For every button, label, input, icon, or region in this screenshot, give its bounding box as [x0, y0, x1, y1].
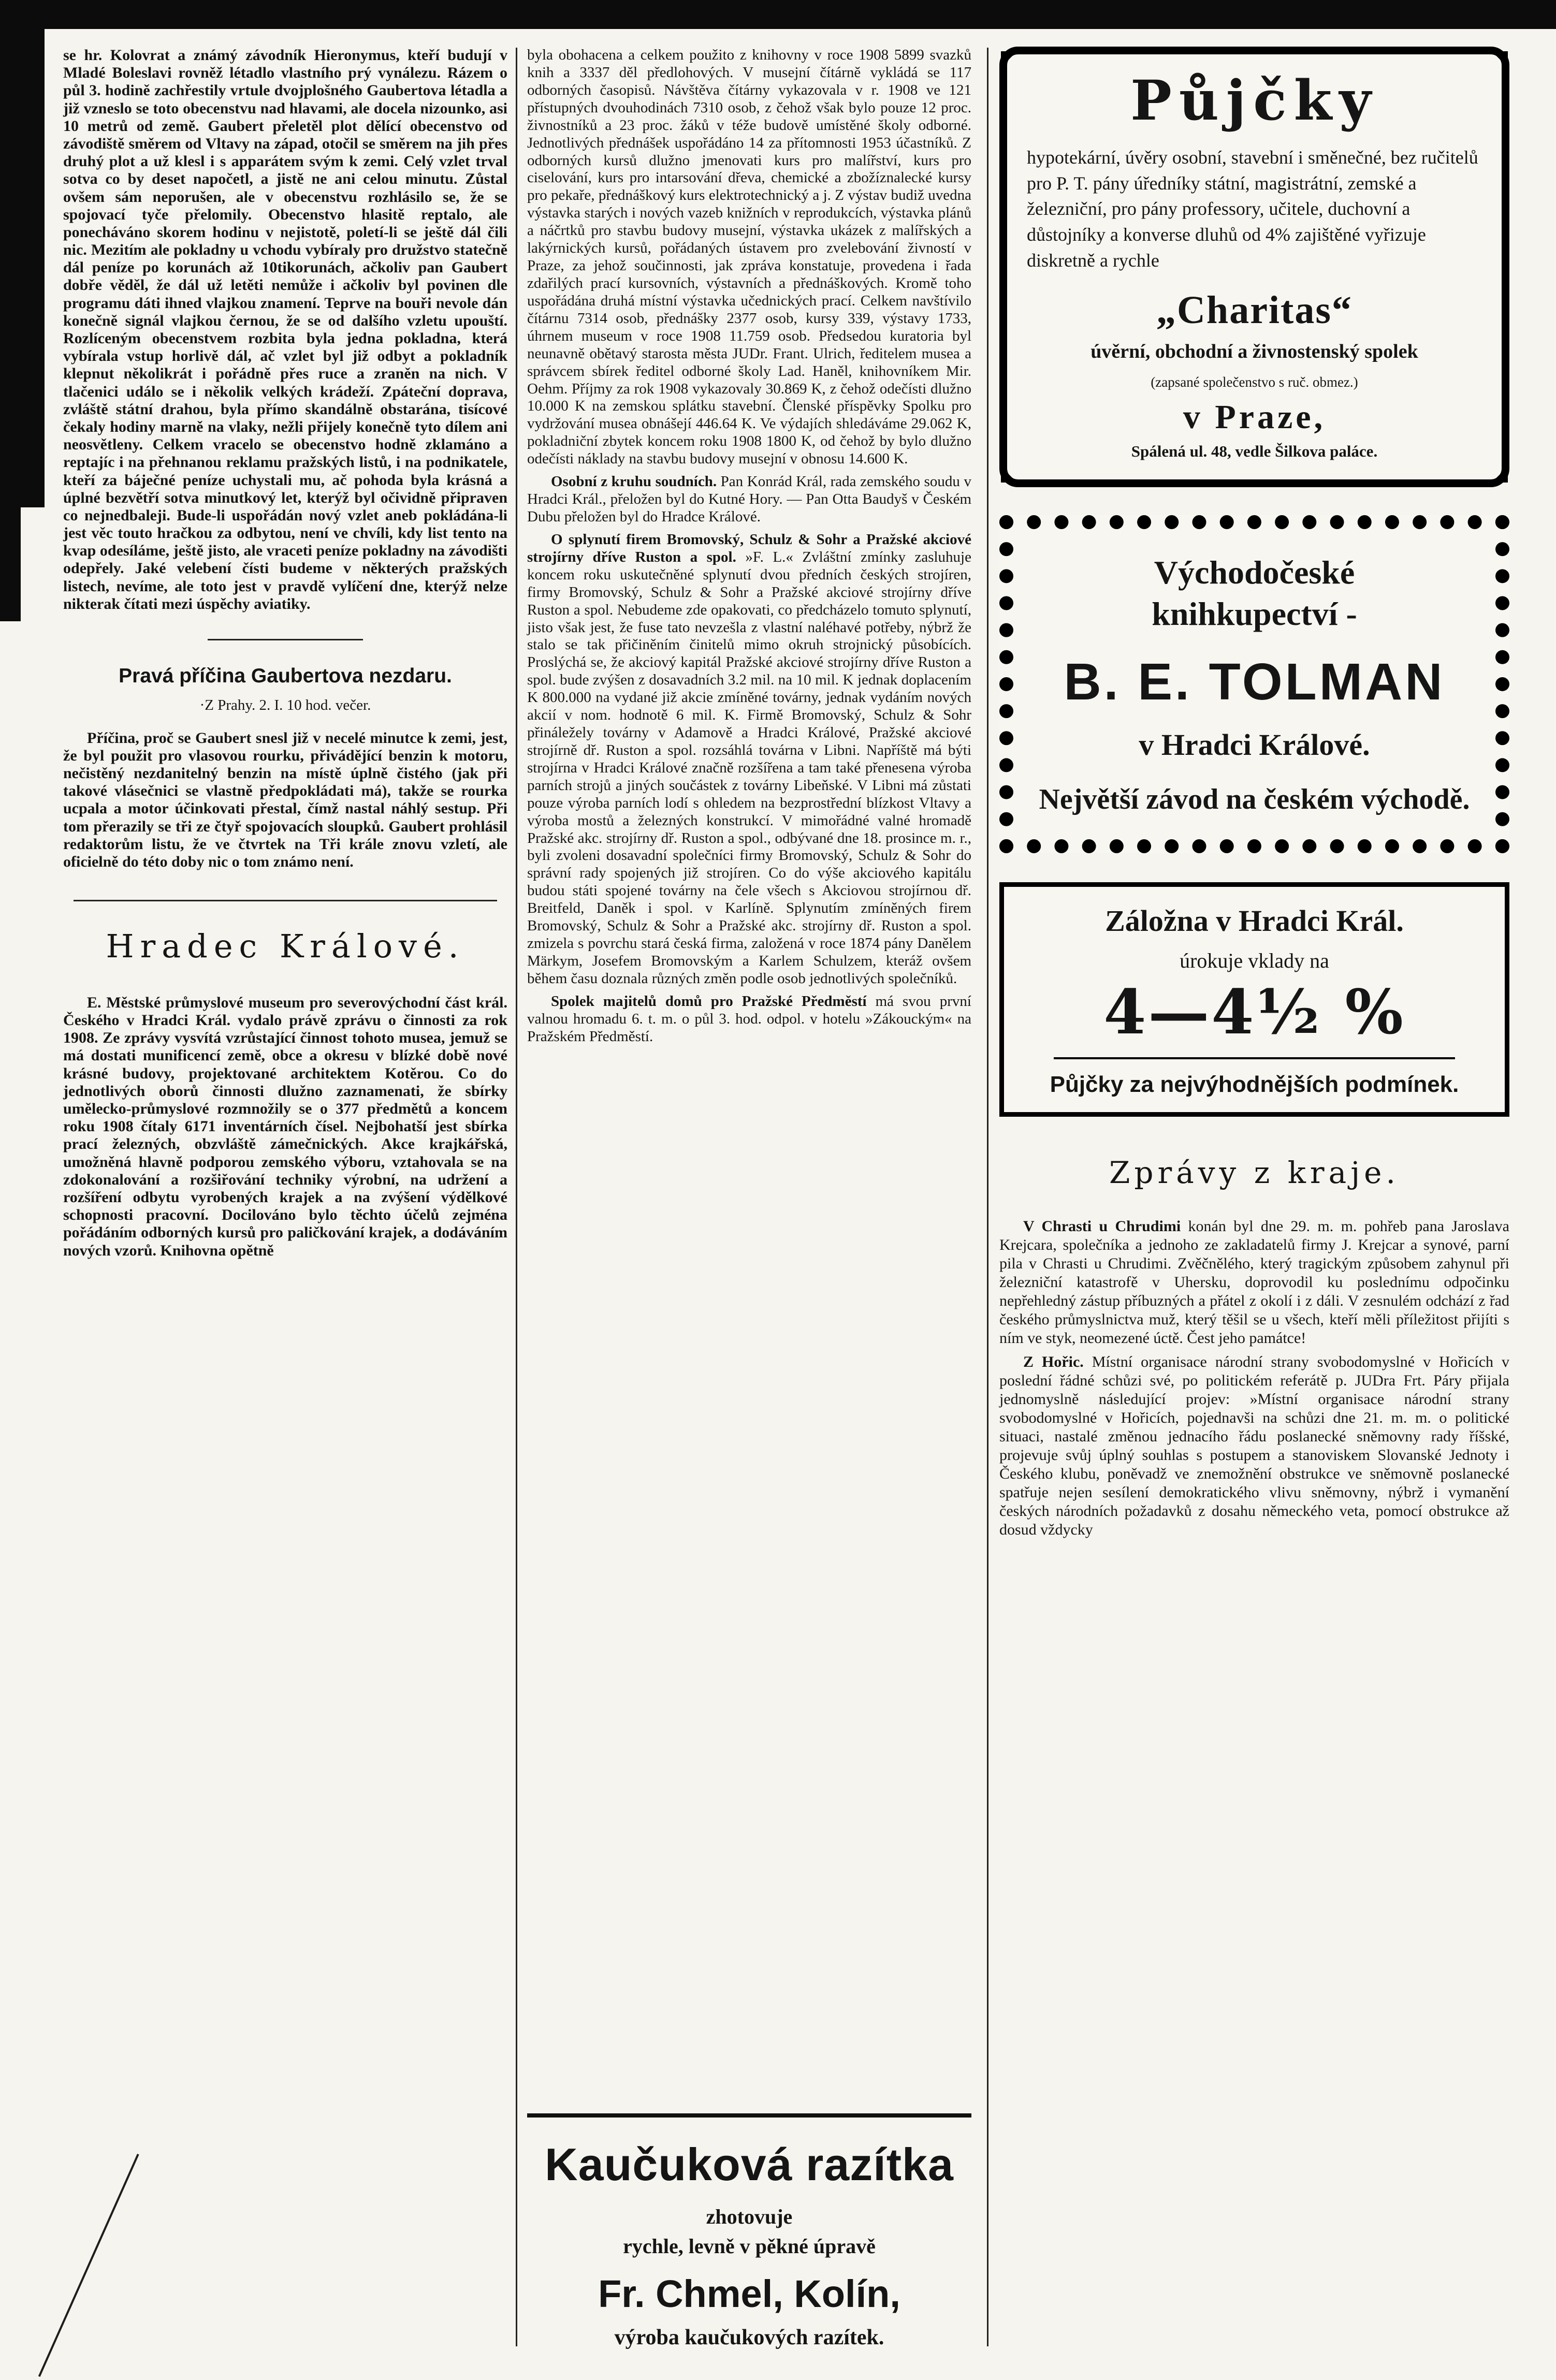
ad-bookshop-slogan: Největší závod na českém východě. [1039, 783, 1470, 815]
article-text: pro severovýchodní část král. Českého v Hradci Král. vydalo právě zprávu o činnosti za rok 1908. Ze zprávy vysvítá vzrůstající činnost tohoto musea, jemuž se má dostati munificencí země, obce a okresu v blízké době nové krásné budovy, projektované architektem Kotěrou. Co do jednotlivých oborů činnosti dlužno zaznamenati, že sbírky umělecko-průmyslové rozmnožily se o 377 předmětů a koncem roku 1908 čítaly 6171 inventárních čísel. Nejbohatší jest sbírka prací železných, obzvláště zámečnických. Akce krajkářská, umožněná hlavně podporou zemského výboru, vztahovala se na zdokonalování a rozšiřování techniky výrobní, na udržení a rozšíření odbytu vyrobených krajek a na zvýšení výdělkové schopnosti pracovní. Docilováno bylo těchto účelů zejména pořádáním odborných kursů pro paličkování krajek, a dodáváním nových vzorů. Knihovna opětně [63, 994, 507, 1259]
ad-loans-title: Půjčky [1130, 68, 1378, 133]
ad-bookshop-place: v Hradci Králové. [1139, 727, 1370, 762]
article-gaubert-flight: se hr. Kolovrat a známý závodník Hieronymus, kteří budují v Mladé Boleslavi rovněž létadlo vlastního prý vynálezu. Rázem o půl 3. hodině zachřestily vrtule dvojplošného Gaubertova létadla a již vzneslo se toto obecenstvu nad hlavami, ale docela nizounko, asi 10 metrů od země. Gaubert přeletěl plot dělící obecenstvo od závodiště směrem od Vltavy na západ, otočil se směrem na jih přes druhý plot a už klesl i s apparátem svým k zemi. Celý vzlet trval sotva co by deset napočetl, a jistě ne ani celou minutu. Zůstal ovšem sám neporušen, ale v obecenstvu rozhlásilo se, že se spojovací tyče přelomily. Obecenstvo hlasitě reptalo, ale ponecháváno skorem hodinu v nejistotě, poletí-li se ještě dál čili nic. Mezitím ale pokladny u vchodu vybíraly pro družstvo statečně dál peníze po korunách až 10tikorunách, ačkoliv pan Gaubert dobře věděl, že dál už letěti nemůže i ačkoliv byl povinen dle programu dáti ihned vlajkou znamení. Teprve na bouři nevole dán konečně signál vlajkou černou, že se od dalšího vzletu upouští. Rozlíceným obecenstvem rozbita byla jedna pokladna, která vybírala vstup horlivě dál, ač vzlet byl již odbyt a pokladník klepnut několikrát i pořádně přes ruce a zraněn na nich. V tlačenici událo se i několik velkých krádeží. Zpáteční doprava, zvláště státní drahou, byla přímo skandálně obstarána, tisícové čekaly hodiny marně na vlaky, nežli přijely konečně tyto dílem ani neosvětleny. Celkem vracelo se obecenstvo hodně zklamáno a reptajíc i na přehnanou reklamu pražských listů, i na podnikatele, kteří za báječné peníze uchystali mu, ač pohoda byla krásná a úplné bezvětří sotva minutkový let, kterýž byl očividně připraven co nejnedbaleji. Bude-li uspořádán nový vzlet aneb pokládána-li jest věc touto hračkou za odbytou, není ve chvíli, kdy list tento na kvap odesíláme, ještě jisto, ale vraceti peníze pokladny na závodišti odepřely. Jaké velebení čísti budeme v některých pražských listech, nevíme, ale toto jest v pravdě vylíčení dne, kterýž nelze nikterak čítati mezi úspěchy aviatiky. [63, 47, 507, 612]
ad-rubber-stamps-line1: zhotovuje [706, 2204, 793, 2228]
article-lead: O splynutí firem Bromovský, Schulz & Sohr a Pražské akciové strojírny dříve Ruston a spol. [527, 531, 971, 565]
ad-savings-bank-footer: Půjčky za nejvýhodnějších podmínek. [1050, 1071, 1459, 1097]
article-museum-report [63, 994, 507, 1260]
article-heading-gaubert-cause: Pravá příčina Gaubertova nezdaru. [119, 665, 452, 687]
ad-loans-body: hypotekární, úvěry osobní, stavební i směnečné, bez ručitelů pro P. T. pány úředníky státní, magistrátní, zemské a železniční, pro pány professory, učitele, duchovní a důstojníky a konverse dluhů od 4% zajištěné vyřizuje diskretně a rychle [1027, 147, 1478, 271]
ad-loans-address: Spálená ul. 48, vedle Šilkova paláce. [1131, 442, 1378, 460]
divider [208, 639, 363, 640]
article-horice-resolution [999, 1353, 1509, 1539]
ad-rubber-stamps-title: Kaučuková razítka [545, 2138, 954, 2190]
article-text: »F. L.« Zvláštní zmínky zasluhuje koncem roku uskutečněné splynutí dvou předních českých strojíren, firmy Bromovský, Schulz & Sohr a Pražské akciové strojírny dříve Ruston a spol. Nebudeme zde opakovati, co předcházelo tomuto splynutí, jisto však jest, že fuse tato nevzešla z vlastní naléhavé potřeby, nýbrž že stalo se tak přičiněním činitelů mimo okruh strojnický působících. Proslýchá se, že akciový kapitál Pražské akciové strojírny dříve Ruston a spol. bude zvýšen z dosavadních 3.2 mil. na 10 mil. K jednak doplacením K 800.000 na vydané již akcie zmíněné továrny, jednak vydáním nových akcií v nom. hodnotě 6 mil. K. Firmě Bromovský, Schulz & Sohr přináležely továrny v Adamově a Hradci Králové, Pražské akciové strojírně dř. Ruston a spol. rozsáhlá továrna v Libni. Napříště má býti strojírna v Hradci Králové značně rozšířena a tam také přenesena výroba parních strojů a jiných součástek z továrny Libeňské. V Libni má zůstati pouze výroba parních lodí s ohledem na bezprostřední blízkost Vltavy a výroba mostů a železných konstrukcí. V mimořádné valné hromadě Pražské akc. strojírny dř. Ruston a spol., odbývané dne 18. prosince m. r., byli zvoleni dosavadní společníci firmy Bromovský, Schulz & Sohr do správní rady spojených již strojíren. Co do výše akciového kapitálu budou státi spojené továrny na čele všech s Akciovou strojírnou dř. Breitfeld, Daněk i spol. v Karlíně. Splynutím zmíněných firem Bromovský, Schulz & Sohr a Pražské akc. strojírny dř. Ruston a spol. zmizela s povrchu stará česká firma, založená v roce 1874 pány Danělem Märkym, Josefem Bromovským a Karlem Schulzem, kteráž ovšem během času doznala různých změn podle osob jednotlivých společníků. [527, 548, 971, 987]
section-divider [74, 900, 497, 901]
divider [1054, 1057, 1455, 1059]
ad-savings-bank-rate: 4—4½ % [1103, 975, 1405, 1048]
article-merger-news [527, 531, 971, 988]
column-left [63, 47, 507, 1265]
article-funeral-krejcar [999, 1217, 1509, 1348]
article-lead: E. Městské průmyslové museum [87, 994, 305, 1011]
section-heading-hradec: Hradec Králové. [106, 927, 465, 966]
section-heading-regional-news: Zprávy z kraje. [1109, 1155, 1400, 1190]
column-middle [527, 47, 971, 2356]
article-lead: V Chrasti u Chrudimi [1023, 1217, 1181, 1235]
column-right [999, 47, 1509, 1544]
article-text: má svou první valnou hromadu 6. t. m. o půl 3. hod. odpol. v hotelu »Zákouckým« na Pražském Předměstí. [527, 992, 971, 1045]
article-text: konán byl dne 29. m. m. pohřeb pana Jaroslava Krejcara, společníka a jednoho ze zakladatelů firmy J. Krejcar a synové, parní pila v Chrasti u Chrudimi. Zvěčnělého, který tragickým způsobem zahynul při železniční katastrofě v Uhersku, doprovodil ku poslednímu odpočinku nepřehledný zástup příbuzných a přátel z okolí i z dáli. V zesnulém odchází z řad českého průmyslnictva muž, který těšil se u všech, kteří měli příležitost přijíti s ním ve styk, neomezené úctě. Čest jeho památce! [999, 1217, 1509, 1347]
ad-rubber-stamps-line3: výroba kaučukových razítek. [614, 2325, 884, 2349]
ad-rubber-stamps [527, 2113, 971, 2356]
article-lead: Z Hořic. [1023, 1353, 1084, 1370]
scan-top-edge [0, 0, 1556, 29]
ad-loans-charitas [999, 47, 1509, 487]
article-gaubert-cause: Příčina, proč se Gaubert snesl již v necelé minutce k zemi, jest, že byl použit pro vlasovou rourku, přivádějící benzin k motoru, nečistěný nezdanitelný benzin na místě úplně čistého (jak při takové vlásečnici se vlastně předpokládati má), takže se rourka ucpala a motor účinkovati přestal, čímž nastal náhlý sestup. Při tom přerazily se tři ze čtyř spojovacích sloupků. Gaubert prohlásil redaktorům listu, že ve čtvrtek na Tři krále znovu vzletí, ale oficielně do této doby nic o tom známo není. [63, 729, 507, 871]
ad-rubber-stamps-line2: rychle, levně v pěkné úpravě [623, 2234, 876, 2258]
ad-rubber-stamps-company: Fr. Chmel, Kolín, [598, 2272, 900, 2316]
article-lead: Osobní z kruhu soudních. [551, 473, 717, 490]
frame-ornament [1492, 35, 1524, 67]
article-homeowners-association [527, 993, 971, 1046]
article-text: Pan Konrád Král, rada zemského soudu v Hradci Král., přeložen byl do Kutné Hory. — Pan Otta Baudyš v Českém Dubu přeložen byl do Hradce Králové. [527, 473, 971, 525]
ad-loans-subtitle: úvěrní, obchodní a živnostenský spolek [1090, 341, 1418, 363]
frame-ornament [985, 466, 1017, 499]
article-lead: Spolek majitelů domů pro Pražské Předměstí [551, 992, 867, 1010]
ad-bookshop-line1: Východočeské [1154, 553, 1355, 591]
scan-left-edge-lower [0, 507, 21, 621]
article-personnel-news [527, 473, 971, 526]
column-divider-right [987, 48, 988, 2346]
frame-ornament [985, 35, 1017, 67]
column-divider-left [516, 48, 517, 2346]
article-text: Místní organisace národní strany svobodomyslné v Hořicích v poslední řádné schůzi své, po politickém referátě p. JUDra Frt. Páry přijala jednomyslně následující projev: »Místní organisace národní strany svobodomyslné v Hořicích, pojednavši na schůzi dne 21. m. m. o politické situaci, nastalé změnou jednacího řádu poslanecké sněmovny rady říšské, projevuje svůj úplný souhlas s postupem a stanoviskem Slovanské Jednoty i Českého klubu, poněvadž ve znemožnění obstrukce ve sněmovně poslanecké spatřuje nejen sesílení demokratického vlivu sněmovny, nýbrž i vymanění českých národních požadavků z dosahu německého veta, pomocí obstrukce až dosud vždycky [999, 1353, 1509, 1538]
ad-bookshop-line2: knihkupectví - [1152, 595, 1357, 632]
ad-savings-bank [999, 882, 1509, 1117]
ad-savings-bank-line: úrokuje vklady na [1180, 948, 1329, 972]
scan-crease-line [38, 2154, 139, 2377]
scan-left-edge [0, 0, 45, 507]
ad-loans-charitas-name: „Charitas“ [1156, 288, 1353, 332]
ad-savings-bank-title: Záložna v Hradci Král. [1105, 903, 1404, 938]
ad-bookshop-name: B. E. TOLMAN [1064, 652, 1445, 711]
ad-loans-note: (zapsané společenstvo s ruč. obmez.) [1151, 374, 1358, 390]
frame-ornament [1492, 466, 1524, 499]
article-museum-report-continued: byla obohacena a celkem použito z knihovny v roce 1908 5899 svazků knih a 3337 děl předlohových. V musejní čítárně vykládá se 117 odborných časopisů. Návštěva čítárny vykazovala v r. 1908 ve 121 přístupných dvouhodinách 7310 osob, z čehož však bylo pouze 12 proc. živnostníků a 23 proc. žáků v téže budově umístěné školy odborné. Jednotlivých přednášek uspořádáno 14 za přítomnosti 1953 účastníků. Z odborných kursů dlužno jmenovati kurs pro malířství, kurs pro ciselování, kurs pro intarsování dřeva, chemické a zbožíznalecké kursy pro pekaře, přednáškový kurs elektrotechnický a j. Z výstav budiž uvedna výstavka starých i nových vazeb knižních v reprodukcích, výstavka plánů a náčrtků pro stavbu budovy musejní, výstavka ukázek z malířských a lakýrnických kursů, pořádaných ústavem pro zvelebování živností v Praze, za jehož součinnosti, jak zpráva konstatuje, provedena i řada zdařilých prací kursovních, výstavních a přednáškových. Kromě toho uspořádána druhá místní výstavka učednických prací. Celkem navštívilo čítárnu 7314 osob, přednášky 2377 osob, kursy 339, výstavy 1733, úhrnem museum v roce 1908 11.759 osob. Předsedou kuratoria byl neunavně obětavý starosta města JUDr. Frant. Ulrich, ředitelem musea a správcem sbírek ředitel odborné školy Lad. Haněl, knihovníkem Mir. Oehm. Příjmy za rok 1908 vykazovaly 30.869 K, z čehož odečísti dlužno 10.000 K na zemskou splátku stavební. Členské příspěvky Spolku pro vydržování musea obnášejí 446.64 K. Ve výdajích shledáváme 29.062 K, pokladniční zbytek koncem roku 1908 1800 K, od čehož by bylo dlužno odečísti náklady na stavbu budovy musejní v obnosu 14.600 K. [527, 47, 971, 468]
dateline: ·Z Prahy. 2. I. 10 hod. večer. [199, 696, 371, 713]
ad-loans-city: v Praze, [1183, 398, 1326, 436]
ad-bookshop-tolman [999, 515, 1509, 853]
